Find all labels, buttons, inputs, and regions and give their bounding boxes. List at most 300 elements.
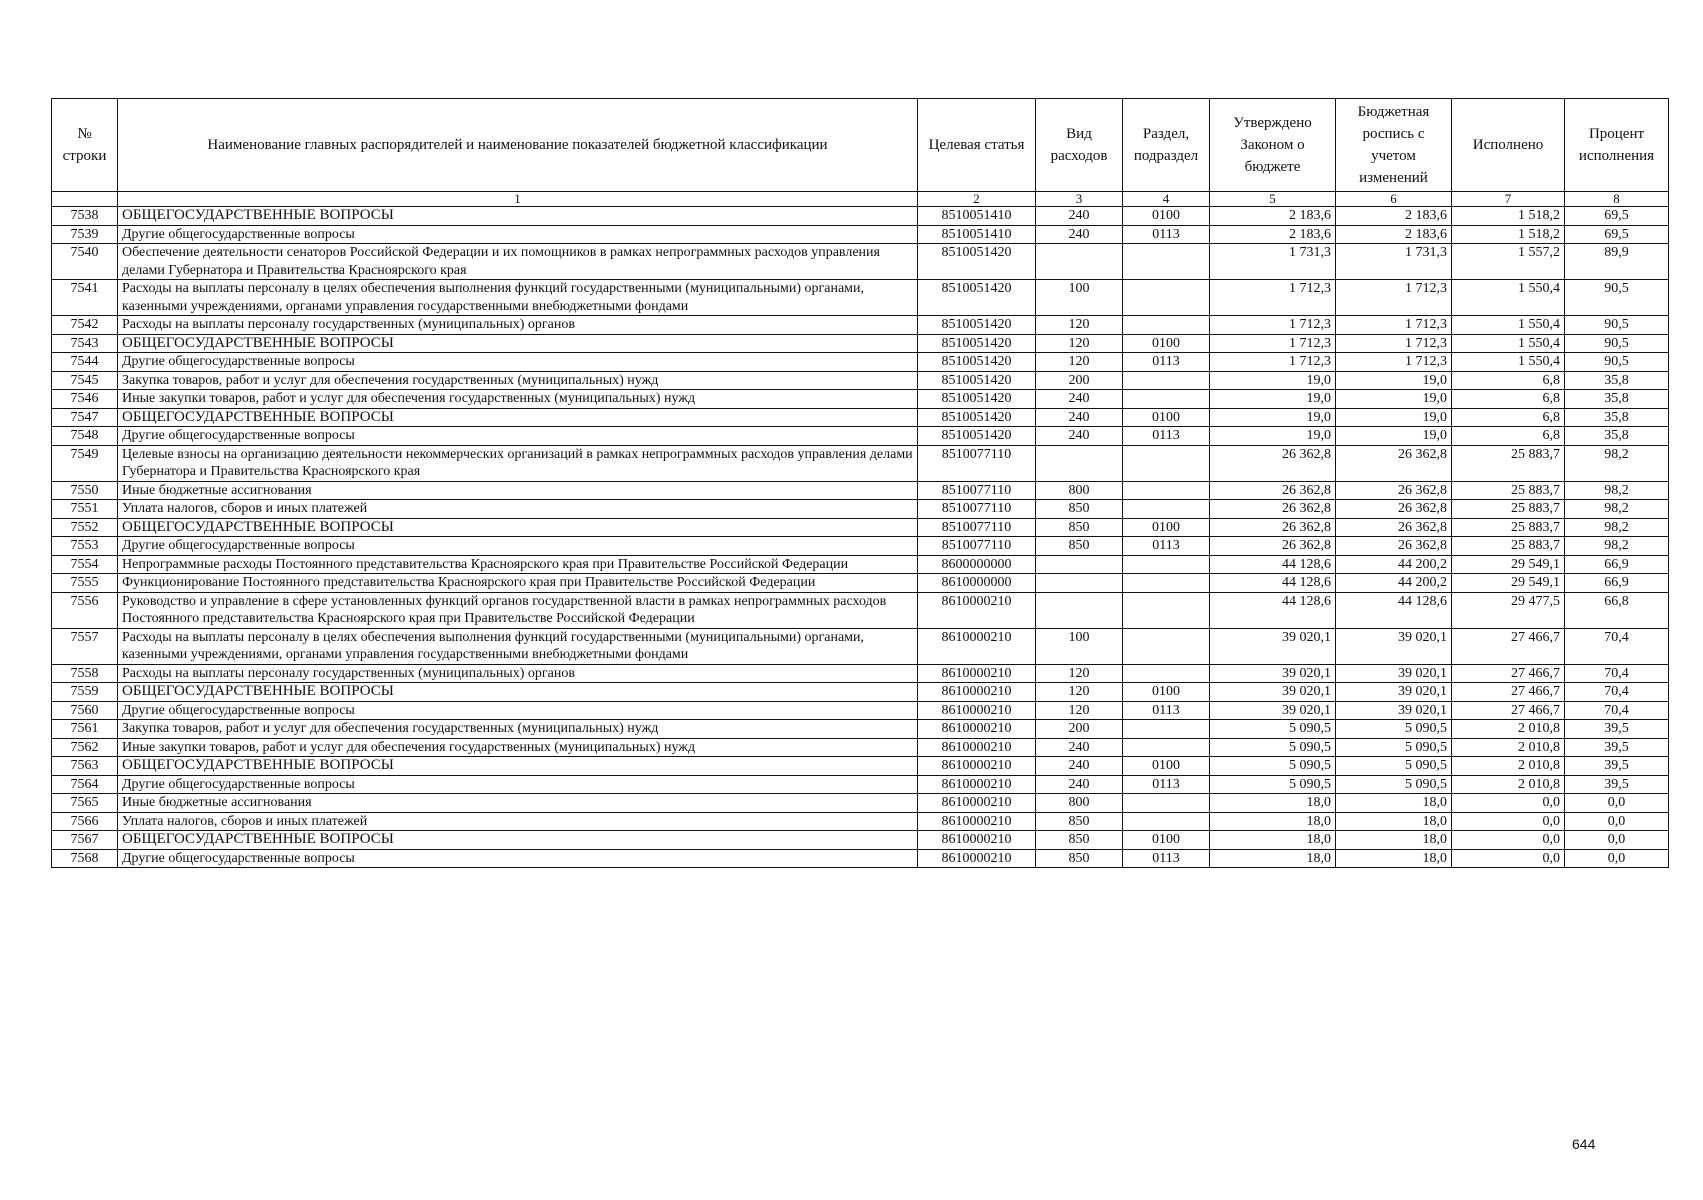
row-expense-type: 240 [1036,757,1123,776]
row-approved: 44 128,6 [1210,592,1336,628]
row-section [1123,371,1210,390]
page-number: 644 [1572,1136,1596,1152]
row-number: 7555 [52,574,118,593]
row-percent: 66,9 [1565,574,1669,593]
row-budget: 1 712,3 [1336,280,1452,316]
row-percent: 90,5 [1565,280,1669,316]
row-executed: 6,8 [1452,371,1565,390]
row-target: 8510051420 [918,427,1036,446]
row-section: 0100 [1123,334,1210,353]
row-target: 8610000210 [918,664,1036,683]
row-executed: 1 550,4 [1452,316,1565,335]
row-approved: 19,0 [1210,390,1336,409]
row-section [1123,628,1210,664]
row-section: 0100 [1123,207,1210,226]
row-name: Расходы на выплаты персоналу в целях обеспечения выполнения функций государственными (муниципальными) органами, казенными учреждениями, органами управления государственными внебюджетными фондами [118,628,918,664]
row-target: 8510051420 [918,280,1036,316]
row-section: 0113 [1123,701,1210,720]
row-expense-type: 800 [1036,481,1123,500]
table-row [52,664,1669,683]
row-name: Иные бюджетные ассигнования [118,794,918,813]
row-approved: 39 020,1 [1210,683,1336,702]
table-row [52,427,1669,446]
table-row [52,537,1669,556]
row-percent: 0,0 [1565,794,1669,813]
row-budget: 26 362,8 [1336,500,1452,519]
row-number: 7553 [52,537,118,556]
row-target: 8510077110 [918,518,1036,537]
row-approved: 18,0 [1210,849,1336,868]
col-number: 5 [1210,192,1336,207]
row-budget: 44 200,2 [1336,555,1452,574]
col-number-blank [52,192,118,207]
table-row [52,794,1669,813]
row-target: 8510051420 [918,244,1036,280]
row-budget: 5 090,5 [1336,738,1452,757]
row-number: 7563 [52,757,118,776]
row-budget: 19,0 [1336,371,1452,390]
row-section: 0113 [1123,427,1210,446]
table-row [52,244,1669,280]
row-approved: 26 362,8 [1210,518,1336,537]
row-number: 7547 [52,408,118,427]
row-approved: 26 362,8 [1210,537,1336,556]
row-approved: 26 362,8 [1210,481,1336,500]
row-target: 8510077110 [918,445,1036,481]
row-name: Уплата налогов, сборов и иных платежей [118,500,918,519]
row-number: 7568 [52,849,118,868]
row-name: ОБЩЕГОСУДАРСТВЕННЫЕ ВОПРОСЫ [118,757,918,776]
col-number: 2 [918,192,1036,207]
row-budget: 26 362,8 [1336,537,1452,556]
row-budget: 18,0 [1336,812,1452,831]
row-number: 7542 [52,316,118,335]
table-row [52,316,1669,335]
row-expense-type: 120 [1036,683,1123,702]
row-approved: 26 362,8 [1210,500,1336,519]
row-section [1123,500,1210,519]
row-name: Другие общегосударственные вопросы [118,427,918,446]
row-percent: 69,5 [1565,207,1669,226]
row-target: 8610000210 [918,794,1036,813]
row-executed: 1 550,4 [1452,353,1565,372]
row-expense-type: 240 [1036,427,1123,446]
row-percent: 90,5 [1565,334,1669,353]
row-approved: 18,0 [1210,831,1336,850]
row-target: 8610000210 [918,592,1036,628]
row-budget: 39 020,1 [1336,664,1452,683]
row-number: 7562 [52,738,118,757]
row-approved: 1 712,3 [1210,353,1336,372]
row-number: 7550 [52,481,118,500]
row-section [1123,574,1210,593]
row-approved: 19,0 [1210,371,1336,390]
row-target: 8510051410 [918,207,1036,226]
row-percent: 35,8 [1565,390,1669,409]
col-header-approved: Утверждено Законом о бюджете [1210,99,1336,192]
col-header-target: Целевая статья [918,99,1036,192]
row-expense-type: 100 [1036,628,1123,664]
table-row [52,518,1669,537]
row-target: 8610000210 [918,775,1036,794]
row-executed: 25 883,7 [1452,518,1565,537]
row-section [1123,592,1210,628]
row-executed: 1 518,2 [1452,207,1565,226]
row-percent: 39,5 [1565,720,1669,739]
row-expense-type: 200 [1036,720,1123,739]
row-approved: 39 020,1 [1210,664,1336,683]
row-budget: 44 200,2 [1336,574,1452,593]
row-number: 7551 [52,500,118,519]
row-target: 8510051420 [918,408,1036,427]
row-target: 8610000000 [918,574,1036,593]
col-number: 4 [1123,192,1210,207]
row-name: Закупка товаров, работ и услуг для обеспечения государственных (муниципальных) нужд [118,720,918,739]
row-executed: 1 557,2 [1452,244,1565,280]
row-percent: 98,2 [1565,481,1669,500]
row-expense-type [1036,555,1123,574]
row-section: 0100 [1123,831,1210,850]
table-row [52,849,1669,868]
row-expense-type [1036,244,1123,280]
row-executed: 0,0 [1452,812,1565,831]
row-expense-type [1036,592,1123,628]
row-executed: 0,0 [1452,794,1565,813]
row-percent: 39,5 [1565,757,1669,776]
row-expense-type: 800 [1036,794,1123,813]
row-budget: 26 362,8 [1336,481,1452,500]
row-number: 7567 [52,831,118,850]
row-number: 7538 [52,207,118,226]
row-target: 8610000210 [918,738,1036,757]
row-target: 8610000210 [918,831,1036,850]
row-percent: 39,5 [1565,775,1669,794]
row-budget: 5 090,5 [1336,757,1452,776]
row-section: 0113 [1123,353,1210,372]
row-executed: 25 883,7 [1452,481,1565,500]
row-name: Иные закупки товаров, работ и услуг для обеспечения государственных (муниципальных) нужд [118,738,918,757]
row-expense-type: 120 [1036,664,1123,683]
row-percent: 98,2 [1565,500,1669,519]
row-percent: 89,9 [1565,244,1669,280]
row-section [1123,280,1210,316]
row-budget: 39 020,1 [1336,683,1452,702]
row-executed: 2 010,8 [1452,720,1565,739]
row-target: 8510051420 [918,353,1036,372]
row-approved: 5 090,5 [1210,738,1336,757]
table-row [52,408,1669,427]
table-row [52,628,1669,664]
row-name: ОБЩЕГОСУДАРСТВЕННЫЕ ВОПРОСЫ [118,831,918,850]
row-executed: 27 466,7 [1452,628,1565,664]
row-percent: 35,8 [1565,427,1669,446]
row-approved: 18,0 [1210,794,1336,813]
row-percent: 98,2 [1565,537,1669,556]
row-number: 7545 [52,371,118,390]
row-executed: 27 466,7 [1452,701,1565,720]
col-number: 3 [1036,192,1123,207]
table-row [52,207,1669,226]
row-name: Закупка товаров, работ и услуг для обеспечения государственных (муниципальных) нужд [118,371,918,390]
row-budget: 2 183,6 [1336,225,1452,244]
row-section [1123,445,1210,481]
row-section: 0100 [1123,518,1210,537]
row-budget: 18,0 [1336,831,1452,850]
row-name: Иные бюджетные ассигнования [118,481,918,500]
row-executed: 25 883,7 [1452,445,1565,481]
col-number: 6 [1336,192,1452,207]
row-name: Иные закупки товаров, работ и услуг для обеспечения государственных (муниципальных) нужд [118,390,918,409]
row-expense-type: 850 [1036,831,1123,850]
row-percent: 0,0 [1565,831,1669,850]
row-target: 8510077110 [918,537,1036,556]
row-budget: 44 128,6 [1336,592,1452,628]
table-row [52,574,1669,593]
row-approved: 2 183,6 [1210,207,1336,226]
row-number: 7561 [52,720,118,739]
row-target: 8510051420 [918,390,1036,409]
row-expense-type [1036,445,1123,481]
row-executed: 29 549,1 [1452,574,1565,593]
row-expense-type: 240 [1036,390,1123,409]
row-number: 7560 [52,701,118,720]
row-executed: 27 466,7 [1452,664,1565,683]
row-executed: 27 466,7 [1452,683,1565,702]
row-executed: 29 549,1 [1452,555,1565,574]
row-expense-type [1036,574,1123,593]
row-approved: 19,0 [1210,427,1336,446]
col-header-name: Наименование главных распорядителей и наименование показателей бюджетной классификации [118,99,918,192]
col-header-percent: Процент исполнения [1565,99,1669,192]
row-approved: 39 020,1 [1210,628,1336,664]
row-expense-type: 850 [1036,500,1123,519]
table-row [52,334,1669,353]
table-row [52,225,1669,244]
row-budget: 26 362,8 [1336,445,1452,481]
row-budget: 19,0 [1336,390,1452,409]
row-target: 8610000210 [918,757,1036,776]
row-percent: 98,2 [1565,518,1669,537]
row-target: 8610000210 [918,812,1036,831]
col-header-executed: Исполнено [1452,99,1565,192]
row-expense-type: 120 [1036,353,1123,372]
row-percent: 66,8 [1565,592,1669,628]
row-target: 8510051420 [918,334,1036,353]
row-approved: 5 090,5 [1210,757,1336,776]
row-executed: 2 010,8 [1452,775,1565,794]
row-section: 0100 [1123,683,1210,702]
row-number: 7556 [52,592,118,628]
row-name: ОБЩЕГОСУДАРСТВЕННЫЕ ВОПРОСЫ [118,408,918,427]
row-section [1123,812,1210,831]
col-header-type: Вид расходов [1036,99,1123,192]
row-section [1123,481,1210,500]
row-name: ОБЩЕГОСУДАРСТВЕННЫЕ ВОПРОСЫ [118,518,918,537]
row-budget: 1 712,3 [1336,334,1452,353]
row-percent: 70,4 [1565,683,1669,702]
row-target: 8610000210 [918,701,1036,720]
row-budget: 39 020,1 [1336,701,1452,720]
table-row [52,445,1669,481]
table-row [52,738,1669,757]
row-target: 8510077110 [918,481,1036,500]
row-expense-type: 850 [1036,812,1123,831]
row-section [1123,664,1210,683]
row-name: Целевые взносы на организацию деятельности некоммерческих организаций в рамках непрограммных расходов управления делами Губернатора и Правительства Красноярского края [118,445,918,481]
row-name: Другие общегосударственные вопросы [118,537,918,556]
row-expense-type: 120 [1036,701,1123,720]
col-header-budget: Бюджетная роспись с учетом изменений [1336,99,1452,192]
row-target: 8610000210 [918,628,1036,664]
table-row [52,757,1669,776]
row-executed: 1 550,4 [1452,280,1565,316]
row-name: Функционирование Постоянного представительства Красноярского края при Правительстве Российской Федерации [118,574,918,593]
row-number: 7558 [52,664,118,683]
row-executed: 1 518,2 [1452,225,1565,244]
row-budget: 1 731,3 [1336,244,1452,280]
row-budget: 5 090,5 [1336,775,1452,794]
row-expense-type: 120 [1036,334,1123,353]
row-expense-type: 100 [1036,280,1123,316]
table-row [52,701,1669,720]
row-number: 7548 [52,427,118,446]
row-approved: 2 183,6 [1210,225,1336,244]
table-row [52,555,1669,574]
row-section: 0113 [1123,537,1210,556]
row-target: 8610000210 [918,720,1036,739]
row-name: Расходы на выплаты персоналу государственных (муниципальных) органов [118,664,918,683]
row-section [1123,794,1210,813]
row-expense-type: 120 [1036,316,1123,335]
row-name: Другие общегосударственные вопросы [118,849,918,868]
col-header-section: Раздел, подраздел [1123,99,1210,192]
table-body [52,207,1669,868]
table-row [52,831,1669,850]
row-name: ОБЩЕГОСУДАРСТВЕННЫЕ ВОПРОСЫ [118,683,918,702]
row-budget: 5 090,5 [1336,720,1452,739]
row-budget: 1 712,3 [1336,353,1452,372]
row-section: 0100 [1123,757,1210,776]
row-percent: 0,0 [1565,812,1669,831]
row-section [1123,316,1210,335]
row-approved: 5 090,5 [1210,720,1336,739]
row-name: ОБЩЕГОСУДАРСТВЕННЫЕ ВОПРОСЫ [118,207,918,226]
row-section [1123,738,1210,757]
row-budget: 19,0 [1336,427,1452,446]
row-executed: 0,0 [1452,831,1565,850]
table-row [52,371,1669,390]
row-section: 0113 [1123,225,1210,244]
row-expense-type: 240 [1036,775,1123,794]
table-row [52,720,1669,739]
row-target: 8610000210 [918,683,1036,702]
row-percent: 90,5 [1565,316,1669,335]
row-percent: 0,0 [1565,849,1669,868]
row-number: 7546 [52,390,118,409]
row-number: 7564 [52,775,118,794]
row-expense-type: 240 [1036,738,1123,757]
column-number-row [52,192,1669,207]
table-row [52,500,1669,519]
row-expense-type: 240 [1036,207,1123,226]
row-section: 0113 [1123,775,1210,794]
table-row [52,481,1669,500]
header-row [52,99,1669,192]
row-number: 7540 [52,244,118,280]
row-executed: 1 550,4 [1452,334,1565,353]
row-number: 7557 [52,628,118,664]
row-number: 7544 [52,353,118,372]
table-row [52,353,1669,372]
row-number: 7539 [52,225,118,244]
row-percent: 70,4 [1565,664,1669,683]
row-section [1123,720,1210,739]
row-approved: 1 712,3 [1210,316,1336,335]
row-target: 8510077110 [918,500,1036,519]
row-approved: 44 128,6 [1210,555,1336,574]
row-name: Уплата налогов, сборов и иных платежей [118,812,918,831]
row-target: 8610000210 [918,849,1036,868]
row-percent: 66,9 [1565,555,1669,574]
row-expense-type: 240 [1036,225,1123,244]
row-budget: 18,0 [1336,794,1452,813]
row-section [1123,555,1210,574]
row-section: 0100 [1123,408,1210,427]
row-number: 7549 [52,445,118,481]
row-executed: 6,8 [1452,390,1565,409]
row-approved: 18,0 [1210,812,1336,831]
row-executed: 2 010,8 [1452,757,1565,776]
row-number: 7566 [52,812,118,831]
row-executed: 2 010,8 [1452,738,1565,757]
row-number: 7565 [52,794,118,813]
row-executed: 25 883,7 [1452,537,1565,556]
row-name: Другие общегосударственные вопросы [118,775,918,794]
row-percent: 69,5 [1565,225,1669,244]
col-number: 8 [1565,192,1669,207]
row-expense-type: 850 [1036,518,1123,537]
row-name: Обеспечение деятельности сенаторов Российской Федерации и их помощников в рамках непрограммных расходов управления делами Губернатора и Правительства Красноярского края [118,244,918,280]
row-budget: 19,0 [1336,408,1452,427]
row-name: Другие общегосударственные вопросы [118,701,918,720]
row-number: 7543 [52,334,118,353]
row-name: Расходы на выплаты персоналу в целях обеспечения выполнения функций государственными (муниципальными) органами, казенными учреждениями, органами управления государственными внебюджетными фондами [118,280,918,316]
row-percent: 35,8 [1565,408,1669,427]
row-target: 8510051420 [918,371,1036,390]
row-percent: 35,8 [1565,371,1669,390]
row-percent: 70,4 [1565,628,1669,664]
row-executed: 25 883,7 [1452,500,1565,519]
row-number: 7541 [52,280,118,316]
row-executed: 29 477,5 [1452,592,1565,628]
row-executed: 0,0 [1452,849,1565,868]
row-approved: 5 090,5 [1210,775,1336,794]
row-percent: 90,5 [1565,353,1669,372]
row-name: Непрограммные расходы Постоянного представительства Красноярского края при Правительстве Российской Федерации [118,555,918,574]
table-row [52,775,1669,794]
row-executed: 6,8 [1452,408,1565,427]
row-expense-type: 240 [1036,408,1123,427]
row-budget: 26 362,8 [1336,518,1452,537]
row-section [1123,390,1210,409]
col-number: 1 [118,192,918,207]
row-approved: 44 128,6 [1210,574,1336,593]
table-row [52,280,1669,316]
row-expense-type: 200 [1036,371,1123,390]
row-number: 7552 [52,518,118,537]
row-target: 8510051420 [918,316,1036,335]
row-percent: 39,5 [1565,738,1669,757]
